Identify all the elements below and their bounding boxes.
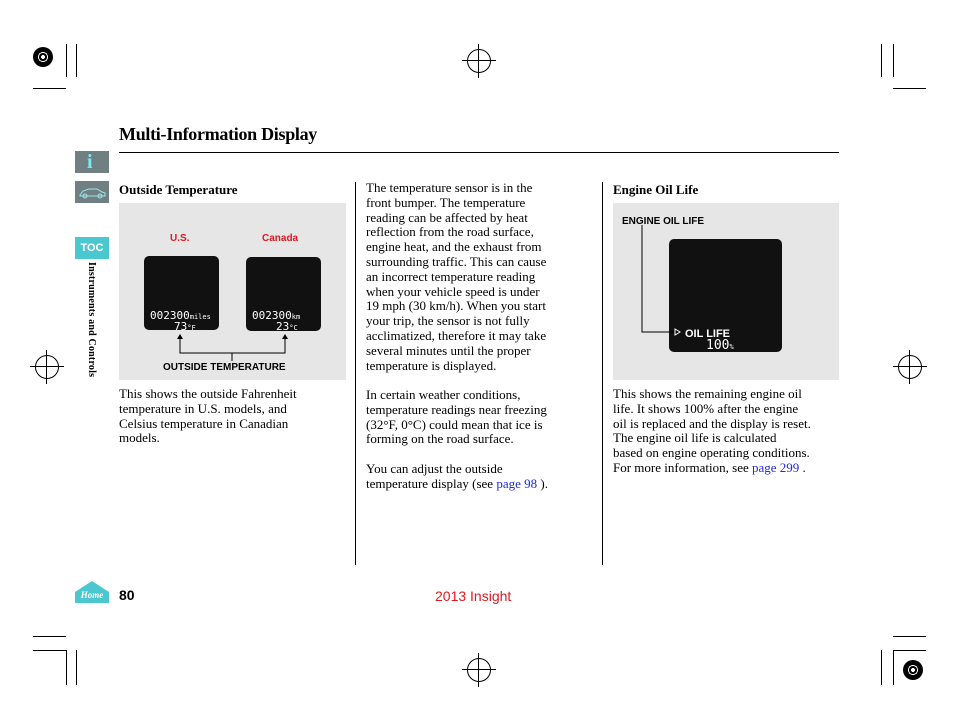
text-line: several minutes until the proper bbox=[366, 342, 531, 358]
registration-sun-top-left bbox=[33, 47, 53, 67]
canada-odometer: 002300 bbox=[252, 309, 292, 322]
canada-temperature: 23 bbox=[276, 320, 290, 333]
oil-life-callout-line bbox=[613, 203, 839, 380]
callout-bracket bbox=[119, 203, 346, 380]
figure-caption-engine-oil-life: ENGINE OIL LIFE bbox=[622, 216, 705, 227]
section-label: Instruments and Controls bbox=[86, 262, 97, 378]
text-line: temperature readings near freezing bbox=[366, 401, 547, 417]
model-name: 2013 Insight bbox=[435, 588, 512, 604]
text-line: temperature in U.S. models, and bbox=[119, 400, 287, 416]
heading-outside-temperature: Outside Temperature bbox=[119, 182, 238, 197]
text-line: Celsius temperature in Canadian bbox=[119, 415, 289, 431]
text-line: oil is replaced and the display is reset. bbox=[613, 415, 811, 431]
canada-temperature-unit: °C bbox=[289, 324, 298, 332]
text-line: This shows the remaining engine oil bbox=[613, 386, 802, 401]
page-title: Multi-Information Display bbox=[119, 124, 318, 144]
text-line: The temperature sensor is in the bbox=[366, 180, 533, 195]
text-line: forming on the road surface. bbox=[366, 431, 514, 447]
text-line: your trip, the sensor is not fully bbox=[366, 313, 530, 329]
text-line: front bumper. The temperature bbox=[366, 194, 526, 210]
outside-temperature-description bbox=[119, 387, 349, 446]
registration-mark-bottom bbox=[467, 658, 491, 682]
us-temperature-unit: °F bbox=[187, 324, 196, 332]
engine-oil-life-description bbox=[613, 387, 848, 476]
text-line: This shows the outside Fahrenheit bbox=[119, 386, 297, 401]
text-line: (32°F, 0°C) could mean that ice is bbox=[366, 416, 543, 432]
registration-mark-left bbox=[35, 355, 59, 379]
text-fragment: For more information, see bbox=[613, 459, 752, 475]
registration-sun-bottom-right bbox=[903, 660, 923, 680]
text-line: based on engine operating conditions. bbox=[613, 445, 810, 461]
text-fragment: temperature display (see bbox=[366, 475, 497, 491]
text-line bbox=[613, 461, 848, 476]
home-button[interactable] bbox=[74, 580, 110, 604]
toc-button[interactable]: TOC bbox=[75, 237, 109, 259]
page-299-link[interactable]: page 299 bbox=[752, 459, 800, 475]
text-line: reflection from the road surface, bbox=[366, 224, 534, 240]
adjust-display-paragraph bbox=[366, 462, 598, 492]
text-line: surrounding traffic. This can cause bbox=[366, 253, 547, 269]
figure-caption-outside-temperature: OUTSIDE TEMPERATURE bbox=[163, 362, 286, 373]
us-odometer-unit: miles bbox=[189, 313, 211, 321]
outside-temperature-figure bbox=[119, 203, 346, 380]
text-line: reading can be affected by heat bbox=[366, 209, 528, 225]
text-line: engine heat, and the exhaust from bbox=[366, 239, 542, 255]
oil-life-unit: % bbox=[729, 343, 734, 351]
info-icon[interactable]: i bbox=[75, 151, 109, 173]
heading-engine-oil-life: Engine Oil Life bbox=[613, 182, 699, 197]
text-line: In certain weather conditions, bbox=[366, 387, 521, 402]
us-temperature: 73 bbox=[174, 320, 188, 333]
us-label: U.S. bbox=[170, 233, 190, 244]
title-rule bbox=[119, 152, 839, 153]
column-divider bbox=[355, 182, 356, 565]
text-line: models. bbox=[119, 430, 160, 446]
weather-conditions-paragraph bbox=[366, 388, 598, 447]
text-fragment: ). bbox=[537, 475, 548, 491]
registration-mark-right bbox=[898, 355, 922, 379]
canada-label: Canada bbox=[262, 233, 299, 244]
text-line: The engine oil life is calculated bbox=[613, 430, 777, 446]
engine-oil-life-figure bbox=[613, 203, 839, 380]
home-label: Home bbox=[80, 590, 104, 600]
car-icon[interactable] bbox=[75, 181, 109, 203]
text-line: life. It shows 100% after the engine bbox=[613, 400, 799, 416]
text-line: when your vehicle speed is under bbox=[366, 283, 540, 299]
text-line: You can adjust the outside bbox=[366, 461, 503, 476]
column-divider bbox=[602, 182, 603, 565]
oil-life-value: 100 bbox=[706, 338, 730, 353]
text-fragment: . bbox=[799, 459, 806, 475]
page-98-link[interactable]: page 98 bbox=[496, 475, 538, 491]
text-line bbox=[366, 477, 598, 492]
text-line: acclimatized, therefore it may take bbox=[366, 327, 547, 343]
page-number: 80 bbox=[119, 587, 135, 603]
registration-mark-top bbox=[467, 49, 491, 73]
text-line: an incorrect temperature reading bbox=[366, 268, 536, 284]
text-line: temperature is displayed. bbox=[366, 357, 497, 373]
us-odometer: 002300 bbox=[150, 309, 190, 322]
text-line: 19 mph (30 km/h). When you start bbox=[366, 298, 546, 314]
temperature-sensor-paragraph bbox=[366, 181, 598, 373]
canada-odometer-unit: km bbox=[291, 313, 301, 321]
oil-life-label: OIL LIFE bbox=[685, 328, 731, 340]
